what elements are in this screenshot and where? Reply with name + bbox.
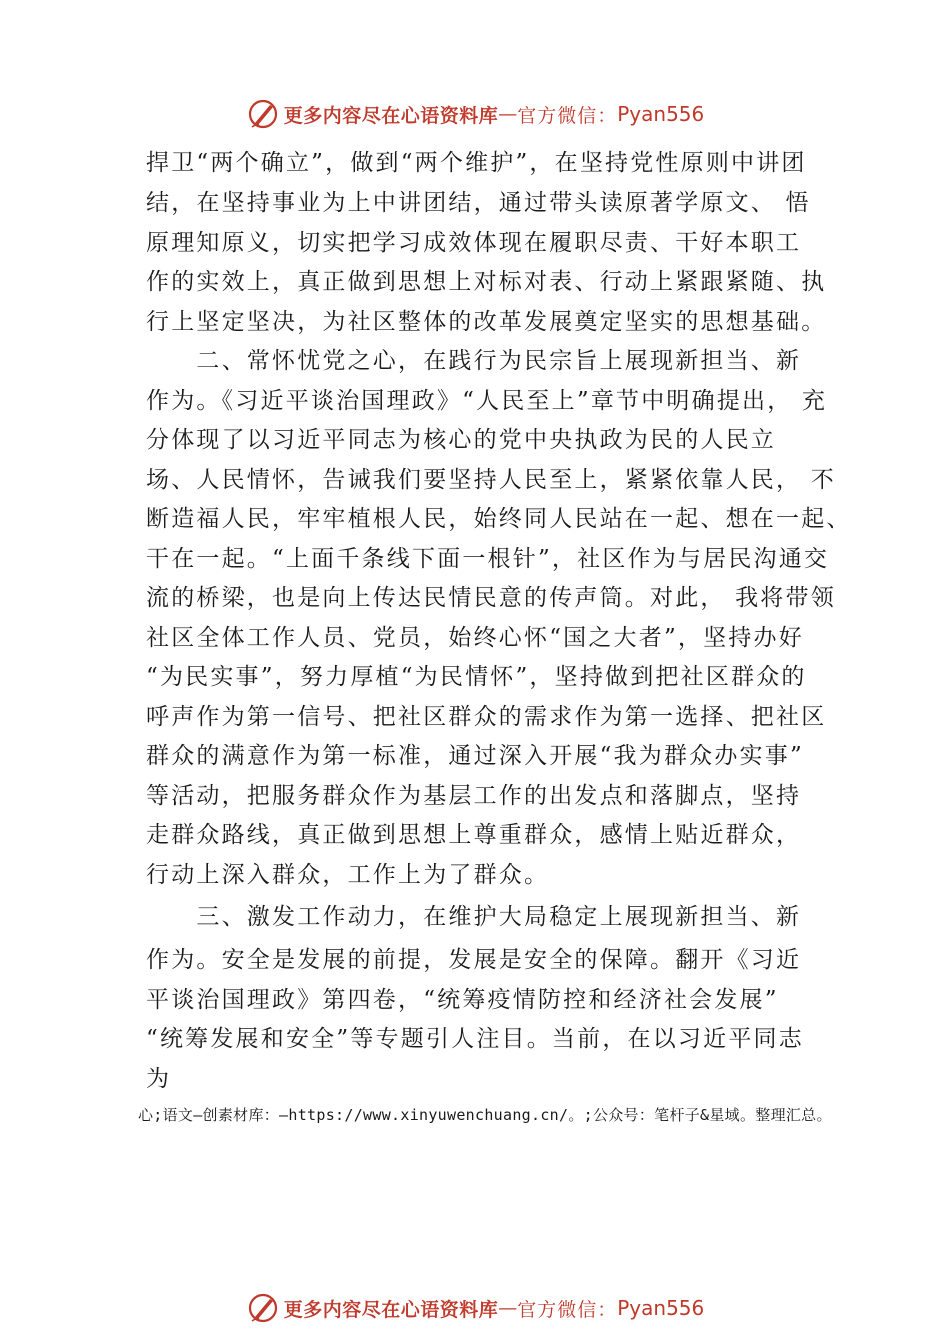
text-line: 行上坚定坚决，为社区整体的改革发展奠定坚实的思想基础。 — [146, 309, 827, 335]
text-line: 分体现了以习近平同志为核心的党中央执政为民的人民立 — [146, 427, 776, 453]
banner-separator: — — [498, 1297, 518, 1319]
text-line: 走群众路线，真正做到思想上尊重群众，感情上贴近群众， — [146, 822, 802, 848]
banner-main-text: 更多内容尽在心语资料库 — [283, 1298, 499, 1321]
text-line: 干在一起。“上面千条线下面一根针”，社区作为与居民沟通交 — [146, 546, 830, 572]
text-line: 二、常怀忧党之心，在践行为民宗旨上展现新担当、新 — [146, 348, 802, 374]
text-line: 场、人民情怀，告诫我们要坚持人民至上，紧紧依靠人民， 不 — [146, 467, 836, 493]
text-line: 行动上深入群众，工作上为了群众。 — [146, 862, 550, 888]
banner-wechat-id: Pyan556 — [617, 102, 705, 126]
footer-banner — [0, 1288, 950, 1328]
header-banner — [0, 94, 950, 134]
text-line: “为民实事”，努力厚植“为民情怀”，坚持做到把社区群众的 — [146, 664, 807, 690]
text-line: “统筹发展和安全”等专题引人注目。当前，在以习近平同志 — [146, 1026, 804, 1052]
banner-wechat-label: 官方微信： — [517, 104, 618, 127]
text-line: 断造福人民，牢牢植根人民，始终同人民站在一起、想在一起、 — [146, 506, 852, 532]
banner-main-text: 更多内容尽在心语资料库 — [283, 104, 499, 127]
text-line: 等活动，把服务群众作为基层工作的出发点和落脚点，坚持 — [146, 783, 802, 809]
text-line: 平谈治国理政》第四卷，“统筹疫情防控和经济社会发展” — [146, 987, 779, 1013]
text-line: 原理知原义，切实把学习成效体现在履职尽责、干好本职工 — [146, 230, 802, 256]
text-line: 流的桥梁，也是向上传达民情民意的传声筒。对此， 我将带领 — [146, 585, 836, 611]
text-line: 作为。安全是发展的前提，发展是安全的保障。翻开《习近 — [146, 947, 802, 973]
text-line: 三、激发工作动力，在维护大局稳定上展现新担当、新 — [146, 904, 802, 930]
quill-pen-seal-icon — [246, 1291, 280, 1325]
text-line: 为 — [146, 1066, 172, 1092]
banner-wechat-id: Pyan556 — [617, 1296, 705, 1320]
banner-separator: — — [498, 103, 518, 125]
text-line: 群众的满意作为第一标准，通过深入开展“我为群众办实事” — [146, 743, 804, 769]
text-line: 作为。《习近平谈治国理政》“人民至上”章节中明确提出， 充 — [146, 388, 828, 414]
source-footnote: 心;语文—创素材库：—https://www.xinyuwenchuang.cn/。;公众号：笔杆子&星域。整理汇总。 — [138, 1106, 832, 1124]
text-line: 捍卫“两个确立”，做到“两个维护”，在坚持党性原则中讲团 — [146, 150, 807, 176]
text-line: 呼声作为第一信号、把社区群众的需求作为第一选择、把社区 — [146, 704, 827, 730]
text-line: 社区全体工作人员、党员，始终心怀“国之大者”，坚持办好 — [146, 625, 804, 651]
text-line: 结，在坚持事业为上中讲团结，通过带头读原著学原文、 悟 — [146, 190, 811, 216]
banner-wechat-label: 官方微信： — [517, 1298, 618, 1321]
text-line: 作的实效上，真正做到思想上对标对表、行动上紧跟紧随、执 — [146, 269, 827, 295]
quill-pen-seal-icon — [246, 97, 280, 131]
